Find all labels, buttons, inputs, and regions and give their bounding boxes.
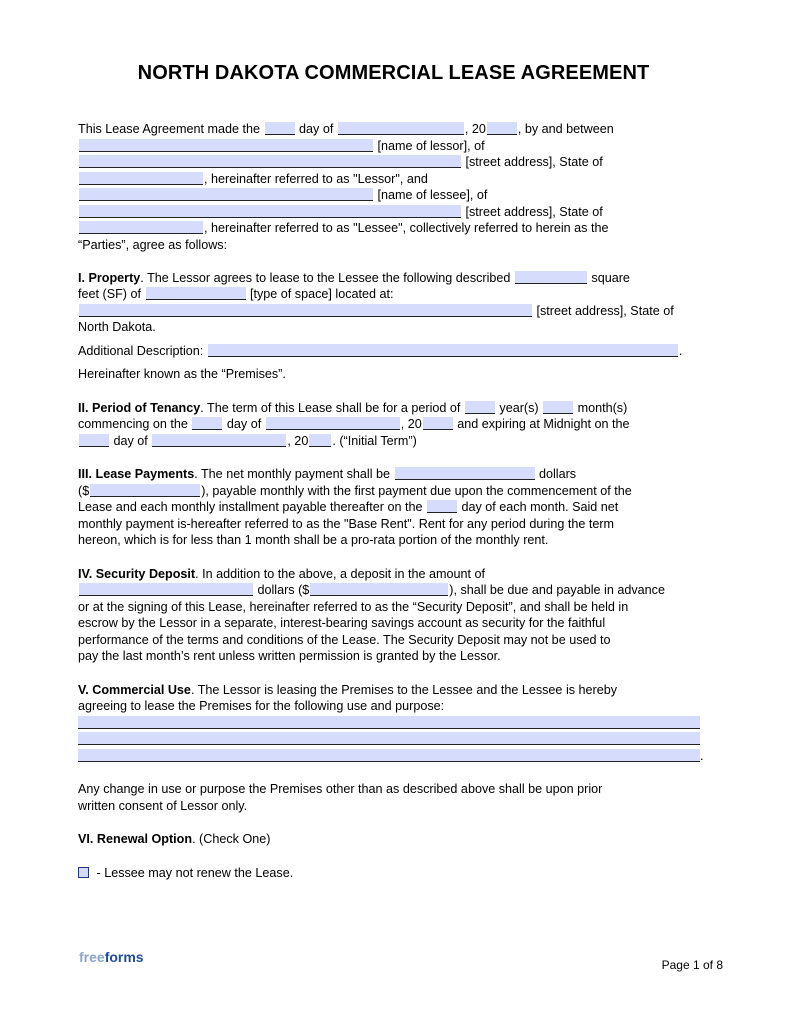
lessee-address-field[interactable]: [79, 205, 461, 218]
text: . In addition to the above, a deposit in the amount of: [195, 566, 485, 581]
document-body: [78, 121, 708, 881]
additional-description-field[interactable]: [208, 344, 678, 357]
lessee-name-field[interactable]: [79, 188, 373, 201]
text: , 20: [287, 433, 309, 448]
month-field[interactable]: [338, 122, 464, 135]
deposit-line-1: [78, 566, 708, 583]
text: day of each month. Said net: [461, 500, 619, 514]
use-change-line-1: Any change in use or purpose the Premises other than as described above shall be upon prior: [78, 782, 603, 796]
text: . (“Initial Term”): [332, 433, 417, 448]
property-address-field[interactable]: [79, 304, 532, 317]
text: - Lessee may not renew the Lease.: [93, 865, 294, 880]
end-day-field[interactable]: [79, 434, 109, 447]
text: [street address], State of: [465, 204, 603, 219]
deposit-line-2: [78, 582, 708, 599]
tenancy-line-2: [78, 416, 708, 433]
payments-line-5: hereon, which is for less than 1 month shall be a pro-rata portion of the monthly rent.: [78, 533, 549, 547]
text: , 20: [464, 122, 486, 136]
use-change-line-2: written consent of Lessor only.: [78, 798, 248, 813]
text: . The term of this Lease shall be for a period of: [200, 400, 461, 415]
text: . The Lessor is leasing the Premises to the Lessee and the Lessee is hereby: [190, 682, 618, 697]
end-year-field[interactable]: [309, 434, 331, 447]
intro-line-3: [78, 154, 708, 171]
months-field[interactable]: [543, 401, 573, 414]
text: Lease and each monthly installment payable thereafter on the: [78, 500, 423, 514]
text: dollars: [539, 467, 577, 481]
section-heading: V. Commercial Use: [78, 682, 191, 697]
lessor-state-field[interactable]: [79, 172, 203, 185]
tenancy-line-1: [78, 400, 708, 417]
lessor-address-field[interactable]: [79, 155, 461, 168]
logo-forms-text: forms: [104, 949, 144, 965]
logo-free-text: free: [79, 949, 105, 965]
use-line-3: [78, 715, 708, 732]
text: [street address], State of: [536, 303, 674, 318]
use-purpose-field-3[interactable]: [78, 749, 700, 762]
payments-line-3: [78, 499, 708, 516]
payments-line-4: monthly payment is-hereafter referred to as the "Base Rent". Rent for any period during the term: [78, 516, 615, 531]
use-purpose-field-1[interactable]: [78, 716, 700, 729]
premises-line: Hereinafter known as the “Premises”.: [78, 367, 286, 381]
use-line-2: agreeing to lease the Premises for the following use and purpose:: [78, 699, 445, 713]
payment-day-field[interactable]: [427, 500, 457, 513]
text: , by and between: [517, 122, 614, 136]
text: [street address], State of: [465, 155, 603, 169]
text: day of: [226, 417, 262, 431]
intro-line-8: “Parties”, agree as follows:: [78, 237, 228, 252]
property-line-2: [78, 286, 708, 303]
deposit-words-field[interactable]: [79, 583, 253, 596]
year-field[interactable]: [487, 122, 517, 135]
text: feet (SF) of: [78, 287, 141, 301]
text: ($: [78, 483, 90, 498]
lessee-state-field[interactable]: [79, 221, 203, 234]
text: .: [700, 748, 704, 763]
no-renewal-checkbox[interactable]: [78, 867, 89, 878]
deposit-line-3: or at the signing of this Lease, hereinafter referred to as the “Security Deposit”, and shall be held in: [78, 599, 629, 614]
property-line-4: North Dakota.: [78, 320, 156, 334]
deposit-amount-field[interactable]: [310, 583, 448, 596]
day-field[interactable]: [265, 122, 295, 135]
monthly-payment-words-field[interactable]: [395, 467, 535, 480]
intro-line-4: [78, 171, 708, 188]
renewal-option-1: [78, 865, 708, 882]
use-line-1: [78, 682, 708, 699]
start-year-field[interactable]: [423, 417, 453, 430]
text: . The Lessor agrees to lease to the Lessee the following described: [140, 270, 511, 285]
lessor-name-field[interactable]: [79, 139, 373, 152]
text: . The net monthly payment shall be: [194, 467, 390, 481]
text: .: [678, 343, 683, 358]
deposit-line-4: escrow by the Lessor in a separate, interest-bearing savings account as security for the faithful: [78, 616, 606, 630]
text: ), payable monthly with the first payment due upon the commencement of the: [201, 483, 632, 498]
intro-line-6: [78, 204, 708, 221]
section-heading: III. Lease Payments: [78, 467, 195, 481]
text: [type of space] located at:: [250, 287, 394, 301]
text: and expiring at Midnight on the: [457, 417, 630, 431]
monthly-payment-amount-field[interactable]: [90, 484, 200, 497]
text: , hereinafter referred to as "Lessee", collectively referred to herein as the: [204, 221, 609, 235]
property-line-1: [78, 270, 708, 287]
section-heading: I. Property: [78, 270, 141, 285]
intro-line-1: [78, 121, 708, 138]
text: commencing on the: [78, 417, 188, 431]
text: year(s): [499, 400, 539, 415]
end-month-field[interactable]: [152, 434, 286, 447]
start-month-field[interactable]: [266, 417, 400, 430]
text: square: [591, 270, 630, 285]
space-type-field[interactable]: [146, 287, 246, 300]
document-title: NORTH DAKOTA COMMERCIAL LEASE AGREEMENT: [137, 62, 650, 84]
property-line-3: [78, 303, 708, 320]
square-feet-field[interactable]: [515, 271, 587, 284]
section-heading: VI. Renewal Option: [78, 832, 193, 846]
years-field[interactable]: [465, 401, 495, 414]
payments-line-1: [78, 466, 708, 483]
text: Additional Description:: [78, 343, 204, 358]
text: day of: [113, 433, 148, 448]
text: month(s): [577, 400, 628, 415]
intro-line-5: [78, 187, 708, 204]
section-heading: IV. Security Deposit: [78, 566, 196, 581]
use-line-5: [78, 748, 708, 765]
intro-line-7: [78, 220, 708, 237]
text: This Lease Agreement made the: [78, 122, 261, 136]
deposit-line-6: pay the last month’s rent unless written permission is granted by the Lessor.: [78, 649, 501, 663]
payments-line-2: [78, 483, 708, 500]
text: , 20: [400, 417, 422, 431]
use-line-4: [78, 731, 708, 748]
renewal-line-1: [78, 831, 708, 848]
tenancy-line-3: [78, 433, 708, 450]
text: dollars ($: [257, 583, 310, 597]
start-day-field[interactable]: [192, 417, 222, 430]
text: day of: [299, 122, 334, 136]
additional-description-line: [78, 343, 708, 360]
text: [name of lessor], of: [377, 138, 485, 153]
use-purpose-field-2[interactable]: [78, 732, 700, 745]
deposit-line-5: performance of the terms and conditions of the Lease. The Security Deposit may not be used to: [78, 632, 611, 647]
text: , hereinafter referred to as "Lessor", and: [204, 171, 428, 186]
section-heading: II. Period of Tenancy: [78, 400, 201, 415]
text: [name of lessee], of: [377, 188, 488, 202]
text: ), shall be due and payable in advance: [449, 583, 665, 597]
freeforms-logo: [79, 949, 144, 965]
page-number: Page 1 of 8: [661, 958, 723, 972]
text: . (Check One): [192, 832, 271, 846]
intro-line-2: [78, 138, 708, 155]
